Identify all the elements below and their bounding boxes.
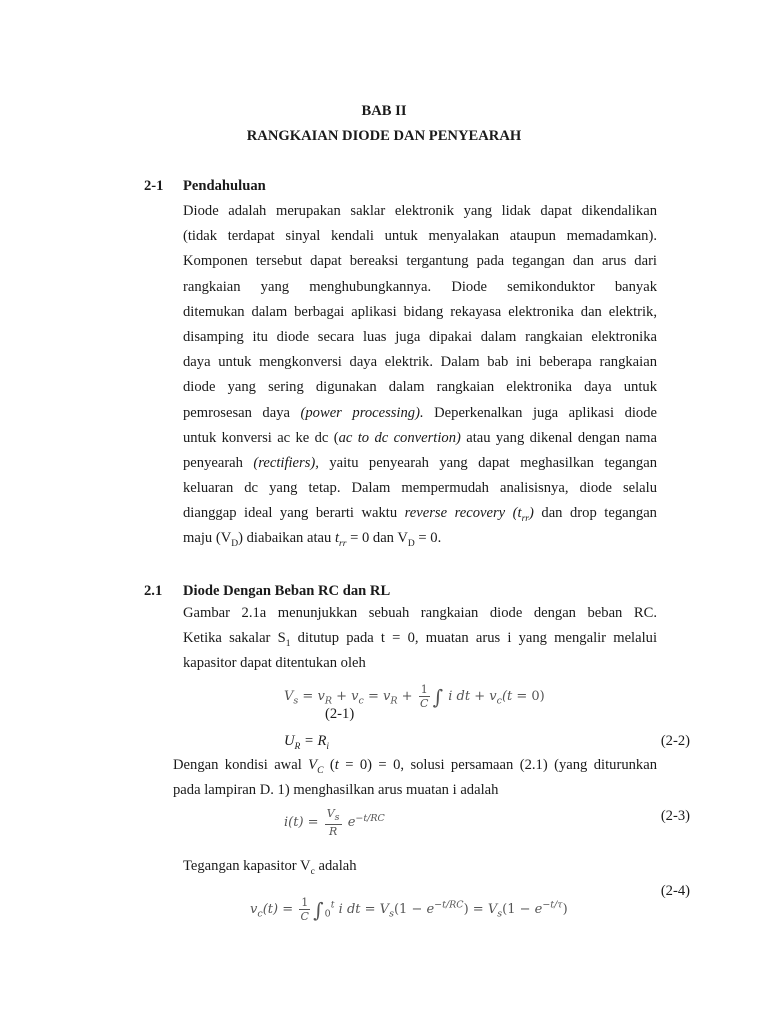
section-2-number: 2.1 (144, 583, 163, 599)
equation-2-3-number: (2-3) (660, 808, 690, 824)
section-1-paragraph (183, 199, 657, 552)
paragraph-line: untuk konversi ac ke dc (ac to dc convertion) atau yang dikenal dengan nama (183, 429, 657, 446)
paragraph-line: rangkaian yang menghubungkannya. Diode semikonduktor banyak (183, 278, 657, 295)
paragraph-line: dianggap ideal yang berarti waktu reverse recovery $(t_{rr})$ dan drop tegangan (183, 505, 657, 525)
paragraph-line: Ketika sakalar $S_1$ ditutup pada t = 0, muatan arus i yang mengalir melalui (183, 630, 657, 650)
equation-2-2: $U_R = R_i$ (284, 733, 330, 752)
paragraph-line: disamping itu diode secara luas juga dipakai dalam rangkaian elektronika (183, 328, 657, 345)
equation-2-2-number: (2-2) (660, 733, 690, 749)
paragraph-line: pemrosesan daya (power processing). Deperkenalkan juga aplikasi diode (183, 404, 657, 421)
section-2-heading: Diode Dengan Beban RC dan RL (183, 583, 391, 599)
paragraph-line: Diode adalah merupakan saklar elektronik yang lidak dapat dikendalikan (183, 203, 657, 219)
equation-2-3: i(t) = $\frac{V_s}{R}$ $e^{-t/RC}$ (284, 807, 385, 839)
capacitor-voltage-text: Tegangan kapasitor $V_c$ adalah (183, 858, 357, 877)
chapter-title: RANGKAIAN DIODE DAN PENYEARAH (246, 128, 522, 144)
paragraph-line: keluaran dc yang tetap. Dalam mempermudah analisisnya, diode selalu (183, 480, 657, 497)
paragraph-line: Komponen tersebut dapat bereaksi tergantung pada tegangan dan arus dari (183, 253, 657, 270)
section-1-number: 2-1 (144, 178, 164, 194)
equation-2-4-number: (2-4) (660, 883, 690, 899)
initial-condition-paragraph (173, 753, 657, 803)
paragraph-line: Gambar 2.1a menunjukkan sebuah rangkaian diode dengan beban RC. (183, 605, 657, 621)
equation-2-1: $V_s = v_R + v_c = v_R$ + $\frac{1}{C}$ ∫ i dt + $v_c(t = 0)$ (284, 683, 545, 710)
paragraph-line: kapasitor dapat ditentukan oleh (183, 655, 366, 672)
section-1-heading: Pendahuluan (183, 178, 266, 194)
paragraph-line: pada lampiran D. 1) menghasilkan arus muatan i adalah (173, 782, 499, 799)
paragraph-line: Dengan kondisi awal $V_C$ (t = 0) = 0, solusi persamaan (2.1) (yang diturunkan (173, 757, 657, 776)
paragraph-line: ditemukan dalam berbagai aplikasi bidang rekayasa elektronika dan elektrik, (183, 303, 657, 320)
paragraph-line: maju $(V_D)$ diabaikan atau $t_{rr} = 0$ dan $V_D = 0$. (183, 530, 442, 550)
paragraph-line: diode yang sering digunakan dalam rangkaian elektronika daya untuk (183, 379, 657, 396)
equation-2-1-number: (2-1) (325, 706, 355, 722)
equation-2-4: $v_c(t)$ = $\frac{1}{C}$ $\int_0^t$ i dt = $V_s(1 - e^{-t/RC}) = V_s(1 - e^{-t/\tau})$ (250, 896, 568, 923)
paragraph-line: penyearah (rectifiers), yaitu penyearah yang dapat meghasilkan tegangan (183, 454, 658, 471)
paragraph-line: (tidak terdapat sinyal kendali untuk menyalakan ataupun memadamkan). (183, 228, 657, 245)
section-2-paragraph (183, 601, 657, 677)
chapter-label: BAB II (361, 103, 407, 119)
paragraph-line: daya untuk mengkonversi daya elektrik. Dalam bab ini beberapa rangkaian (183, 354, 657, 371)
